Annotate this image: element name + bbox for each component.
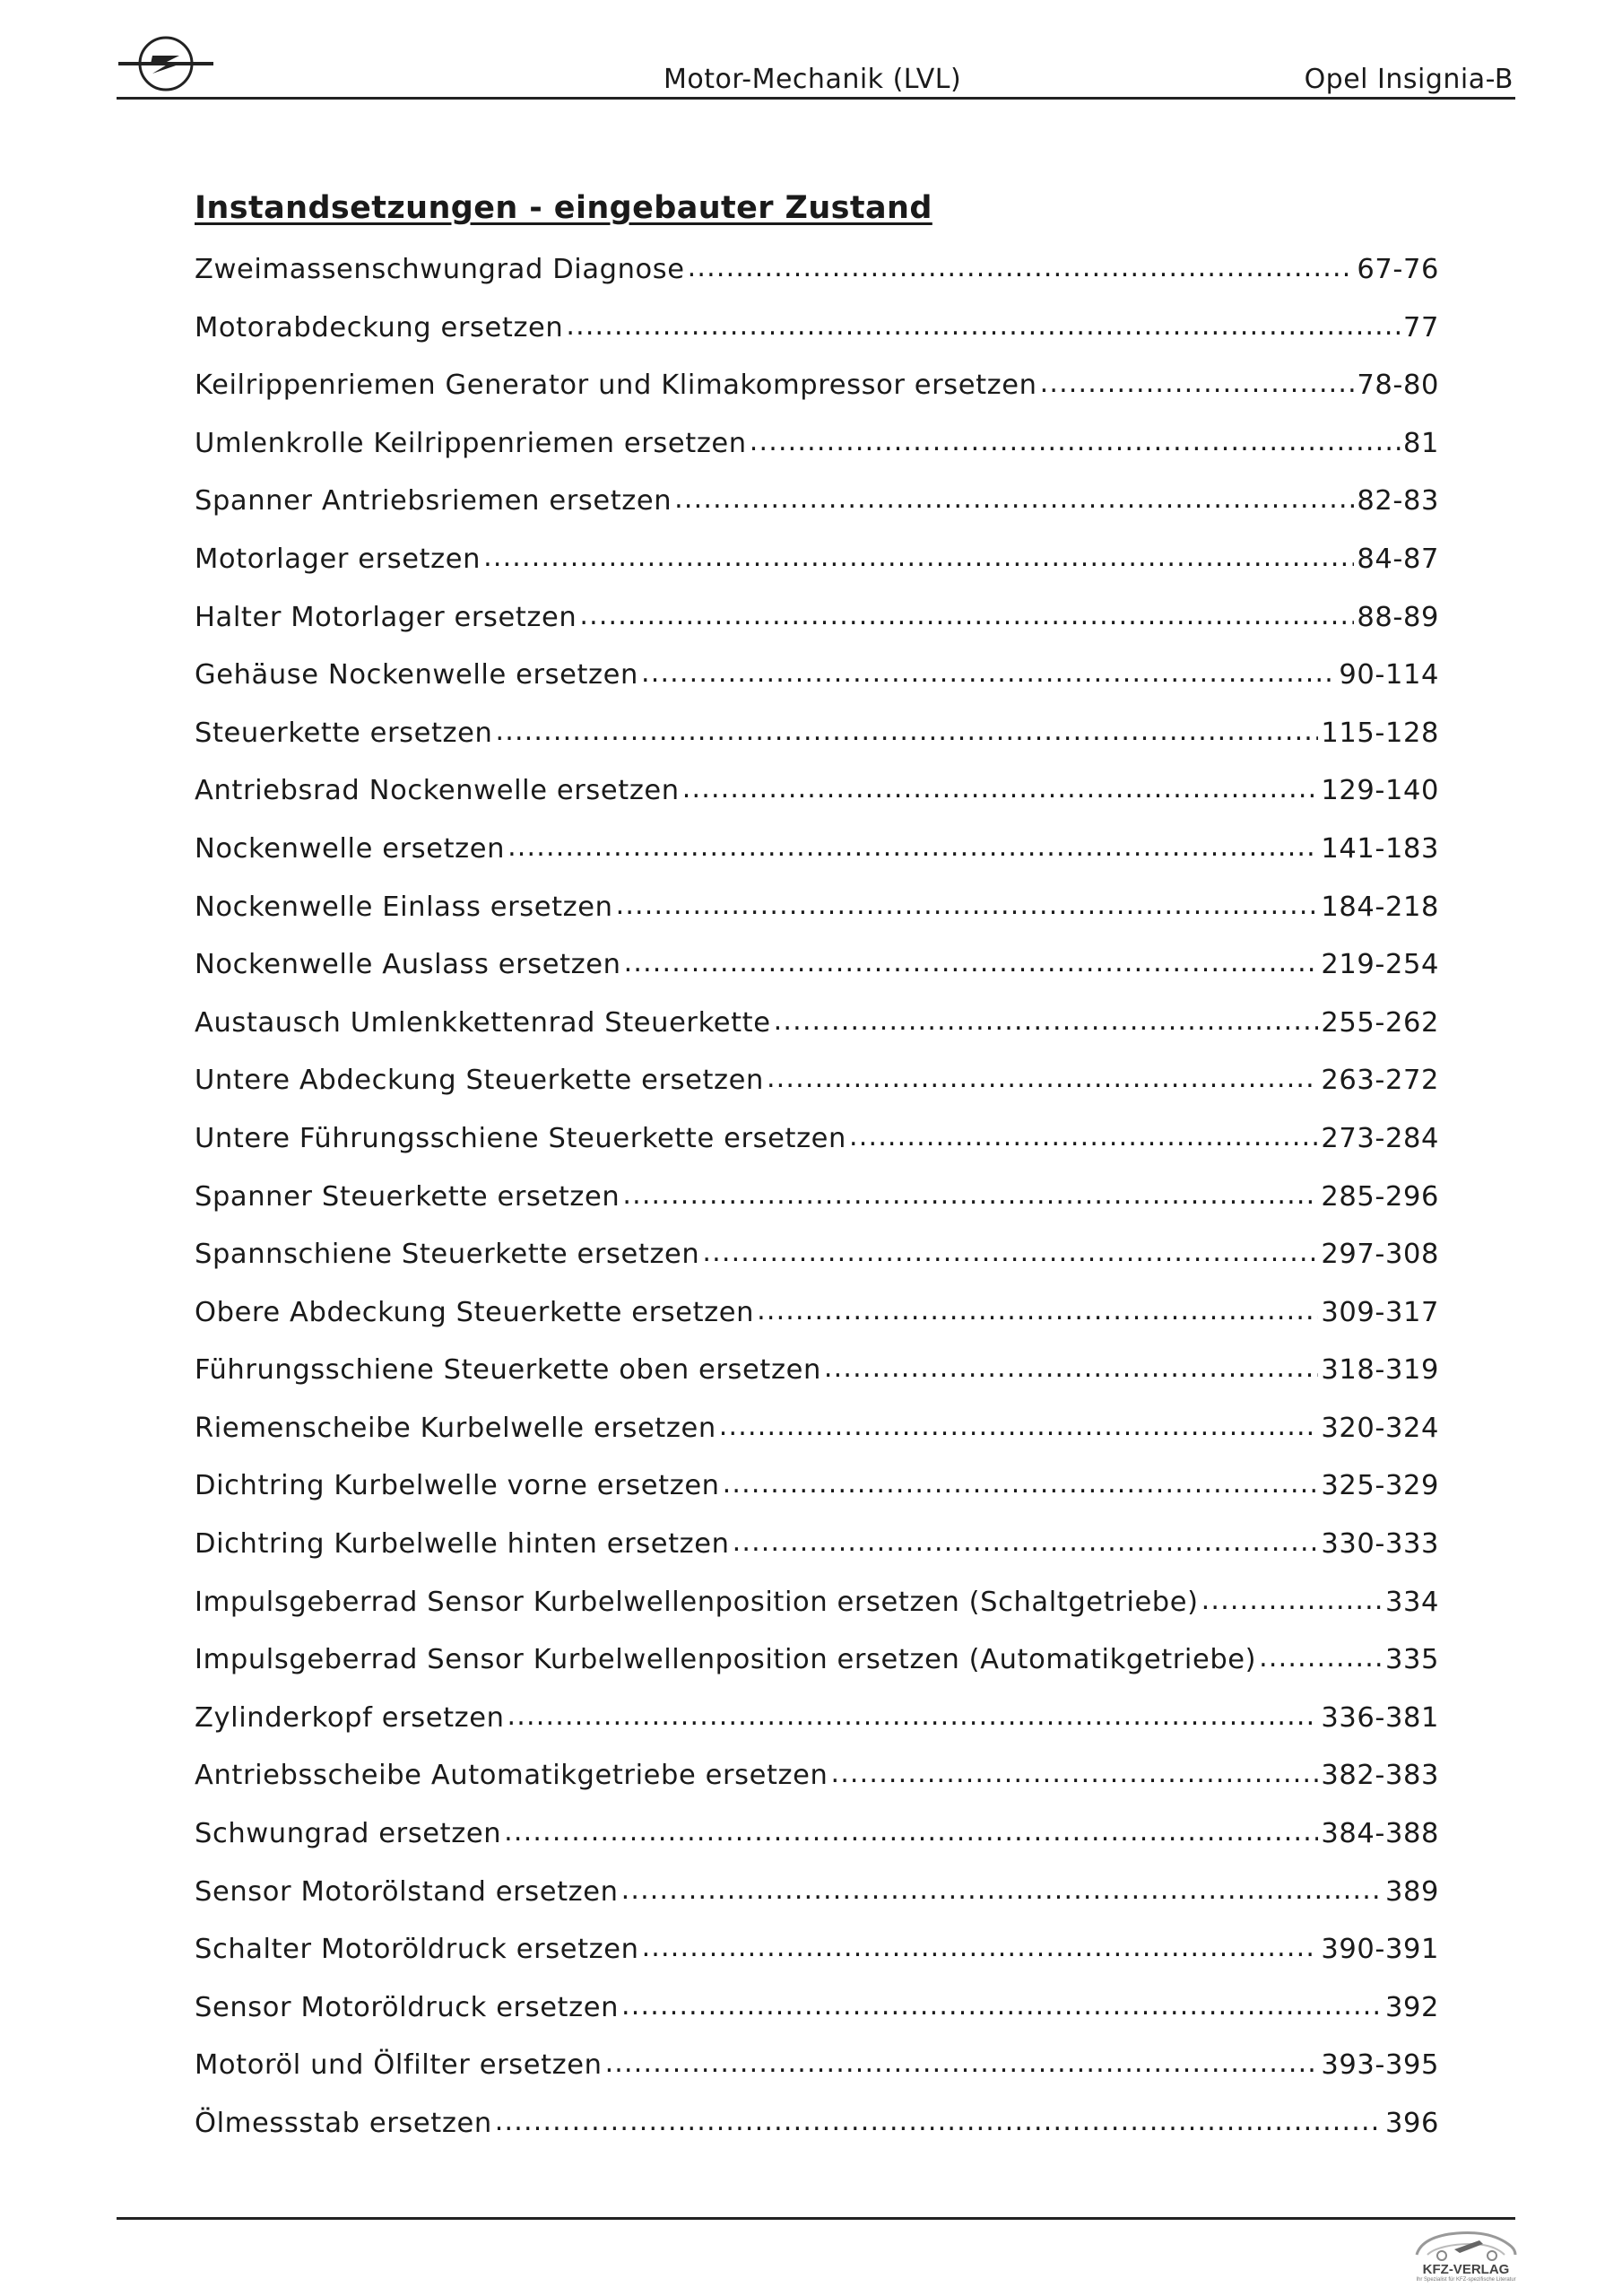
toc-entry-title: Zylinderkopf ersetzen [195, 1701, 505, 1734]
toc-entry [195, 1178, 1439, 1237]
toc-dot-leader [504, 1815, 1318, 1842]
toc-entry-title: Dichtring Kurbelwelle hinten ersetzen [195, 1528, 730, 1561]
toc-entry-pages: 334 [1384, 1586, 1439, 1618]
toc-entry-pages: 320-324 [1321, 1412, 1439, 1444]
toc-entry-title: Schwungrad ersetzen [195, 1818, 502, 1850]
toc-entry-pages: 84-87 [1357, 543, 1439, 575]
toc-entry-pages: 255-262 [1321, 1006, 1439, 1039]
toc-entry-title: Spanner Antriebsriemen ersetzen [195, 485, 672, 517]
toc-entry-title: Impulsgeberrad Sensor Kurbelwellenposition ersetzen (Schaltgetriebe) [195, 1586, 1199, 1618]
section-title: Instandsetzungen - eingebauter Zustand [195, 190, 932, 226]
toc-dot-leader [624, 946, 1319, 973]
toc-dot-leader [830, 1757, 1318, 1784]
toc-entry-pages: 297-308 [1321, 1239, 1439, 1271]
toc-entry-title: Ölmessstab ersetzen [195, 2108, 492, 2139]
toc-entry-pages: 81 [1402, 427, 1439, 459]
toc-dot-leader [1201, 1584, 1383, 1611]
toc-entry [195, 1294, 1439, 1352]
toc-dot-leader [767, 1062, 1318, 1089]
toc-entry [195, 657, 1439, 715]
toc-entry [195, 1410, 1439, 1468]
toc-entry [195, 599, 1439, 657]
toc-entry-pages: 263-272 [1321, 1065, 1439, 1097]
toc-entry-title: Umlenkrolle Keilrippenriemen ersetzen [195, 427, 747, 459]
toc-entry-title: Riemenscheibe Kurbelwelle ersetzen [195, 1412, 716, 1444]
toc-entry [195, 1467, 1439, 1526]
toc-entry [195, 772, 1439, 831]
toc-dot-leader [566, 309, 1401, 336]
toc-entry-title: Führungsschiene Steuerkette oben ersetzen [195, 1354, 821, 1387]
toc-entry-pages: 330-333 [1321, 1528, 1439, 1561]
toc-dot-leader [674, 483, 1354, 509]
toc-entry [195, 2105, 1439, 2163]
toc-dot-leader [621, 1874, 1383, 1900]
toc-dot-leader [579, 599, 1354, 626]
toc-entry [195, 2047, 1439, 2105]
toc-entry-pages: 129-140 [1321, 775, 1439, 807]
header-vehicle-model: Opel Insignia-B [1304, 64, 1514, 95]
toc-entry-title: Motorlager ersetzen [195, 543, 481, 575]
toc-entry-pages: 325-329 [1321, 1470, 1439, 1502]
publisher-tagline: Ihr Spezialist für KFZ-spezifische Literatur [1416, 2277, 1516, 2283]
publisher-name: KFZ-VERLAG [1422, 2262, 1510, 2277]
toc-dot-leader [774, 1004, 1319, 1031]
opel-blitz-icon [117, 34, 215, 93]
toc-entry-title: Halter Motorlager ersetzen [195, 601, 577, 633]
toc-dot-leader [719, 1410, 1319, 1437]
toc-entry [195, 1931, 1439, 1989]
toc-entry-pages: 141-183 [1321, 832, 1439, 865]
toc-dot-leader [702, 1236, 1318, 1263]
toc-entry [195, 1700, 1439, 1758]
toc-entry-title: Impulsgeberrad Sensor Kurbelwellenposition ersetzen (Automatikgetriebe) [195, 1644, 1257, 1676]
toc-entry-title: Untere Führungsschiene Steuerkette ersetzen [195, 1122, 846, 1154]
page-header [117, 27, 1515, 100]
toc-entry-title: Zweimassenschwungrad Diagnose [195, 254, 685, 285]
toc-dot-leader [621, 1989, 1383, 2016]
toc-entry-pages: 90-114 [1339, 659, 1439, 691]
toc-entry-title: Obere Abdeckung Steuerkette ersetzen [195, 1296, 755, 1328]
toc-entry-pages: 67-76 [1357, 254, 1439, 285]
toc-entry-pages: 77 [1402, 311, 1439, 344]
toc-entry-pages: 390-391 [1321, 1934, 1439, 1966]
toc-entry [195, 1062, 1439, 1120]
toc-entry-pages: 273-284 [1321, 1122, 1439, 1154]
toc-entry-title: Antriebsscheibe Automatikgetriebe ersetzen [195, 1760, 828, 1792]
toc-entry-pages: 285-296 [1321, 1180, 1439, 1213]
toc-entry-title: Nockenwelle Auslass ersetzen [195, 949, 621, 981]
toc-entry-title: Spannschiene Steuerkette ersetzen [195, 1239, 700, 1271]
toc-entry [195, 946, 1439, 1004]
toc-dot-leader [605, 2047, 1319, 2074]
toc-dot-leader [483, 541, 1354, 568]
toc-entry-pages: 78-80 [1357, 370, 1439, 402]
header-manual-title: Motor-Mechanik (LVL) [664, 64, 962, 95]
toc-entry-title: Schalter Motoröldruck ersetzen [195, 1934, 639, 1966]
toc-dot-leader [757, 1294, 1318, 1321]
toc-entry [195, 251, 1439, 309]
toc-dot-leader [1259, 1641, 1383, 1668]
toc-entry-pages: 396 [1384, 2108, 1439, 2139]
toc-dot-leader [495, 715, 1318, 742]
toc-entry-title: Gehäuse Nockenwelle ersetzen [195, 659, 638, 691]
toc-entry-title: Austausch Umlenkkettenrad Steuerkette [195, 1006, 771, 1039]
toc-entry-pages: 384-388 [1321, 1818, 1439, 1850]
toc-entry [195, 541, 1439, 599]
toc-entry [195, 1236, 1439, 1294]
toc-entry-pages: 115-128 [1321, 717, 1439, 749]
toc-entry-pages: 318-319 [1321, 1354, 1439, 1387]
toc-entry [195, 1526, 1439, 1584]
toc-entry [195, 1120, 1439, 1178]
toc-dot-leader [495, 2105, 1383, 2132]
toc-dot-leader [723, 1467, 1319, 1494]
table-of-contents [195, 251, 1439, 2163]
toc-dot-leader [1040, 367, 1355, 394]
toc-dot-leader [750, 425, 1401, 452]
toc-entry-title: Untere Abdeckung Steuerkette ersetzen [195, 1065, 764, 1097]
toc-entry-title: Spanner Steuerkette ersetzen [195, 1180, 620, 1213]
toc-entry-title: Nockenwelle ersetzen [195, 832, 506, 865]
publisher-logo [1408, 2222, 1524, 2285]
toc-entry [195, 309, 1439, 368]
toc-entry-title: Sensor Motorölstand ersetzen [195, 1875, 619, 1908]
toc-entry-title: Nockenwelle Einlass ersetzen [195, 891, 613, 923]
toc-entry-title: Antriebsrad Nockenwelle ersetzen [195, 775, 680, 807]
toc-entry-title: Motorabdeckung ersetzen [195, 311, 564, 344]
toc-entry-pages: 219-254 [1321, 949, 1439, 981]
footer-divider [117, 2217, 1515, 2220]
toc-dot-leader [622, 1178, 1318, 1205]
toc-entry [195, 1004, 1439, 1063]
toc-entry-pages: 389 [1384, 1875, 1439, 1908]
toc-entry [195, 1989, 1439, 2048]
toc-entry-pages: 392 [1384, 1991, 1439, 2023]
toc-entry [195, 1352, 1439, 1410]
toc-dot-leader [849, 1120, 1318, 1147]
toc-entry [195, 425, 1439, 483]
toc-entry-title: Dichtring Kurbelwelle vorne ersetzen [195, 1470, 720, 1502]
toc-entry [195, 367, 1439, 425]
toc-entry [195, 1815, 1439, 1874]
toc-dot-leader [688, 251, 1355, 278]
toc-entry-pages: 82-83 [1357, 485, 1439, 517]
toc-dot-leader [507, 1700, 1319, 1726]
toc-entry [195, 1874, 1439, 1932]
toc-entry-pages: 382-383 [1321, 1760, 1439, 1792]
toc-entry [195, 889, 1439, 947]
toc-entry-title: Steuerkette ersetzen [195, 717, 493, 749]
toc-dot-leader [616, 889, 1319, 916]
toc-entry [195, 483, 1439, 541]
toc-entry-title: Sensor Motoröldruck ersetzen [195, 1991, 620, 2023]
toc-dot-leader [733, 1526, 1319, 1552]
toc-entry [195, 1641, 1439, 1700]
kfz-verlag-car-icon [1408, 2222, 1524, 2262]
toc-entry-pages: 309-317 [1321, 1296, 1439, 1328]
toc-entry-pages: 335 [1384, 1644, 1439, 1676]
toc-dot-leader [642, 1931, 1319, 1958]
toc-entry-pages: 88-89 [1357, 601, 1439, 633]
toc-entry-pages: 393-395 [1321, 2049, 1439, 2082]
toc-entry-title: Keilrippenriemen Generator und Klimakompressor ersetzen [195, 370, 1037, 402]
toc-entry-title: Motoröl und Ölfilter ersetzen [195, 2049, 603, 2082]
toc-entry [195, 715, 1439, 773]
toc-entry-pages: 336-381 [1321, 1701, 1439, 1734]
toc-dot-leader [824, 1352, 1318, 1378]
toc-entry [195, 831, 1439, 889]
toc-entry [195, 1584, 1439, 1642]
toc-dot-leader [641, 657, 1336, 683]
toc-entry [195, 1757, 1439, 1815]
toc-dot-leader [682, 772, 1319, 799]
toc-dot-leader [507, 831, 1318, 857]
toc-entry-pages: 184-218 [1321, 891, 1439, 923]
